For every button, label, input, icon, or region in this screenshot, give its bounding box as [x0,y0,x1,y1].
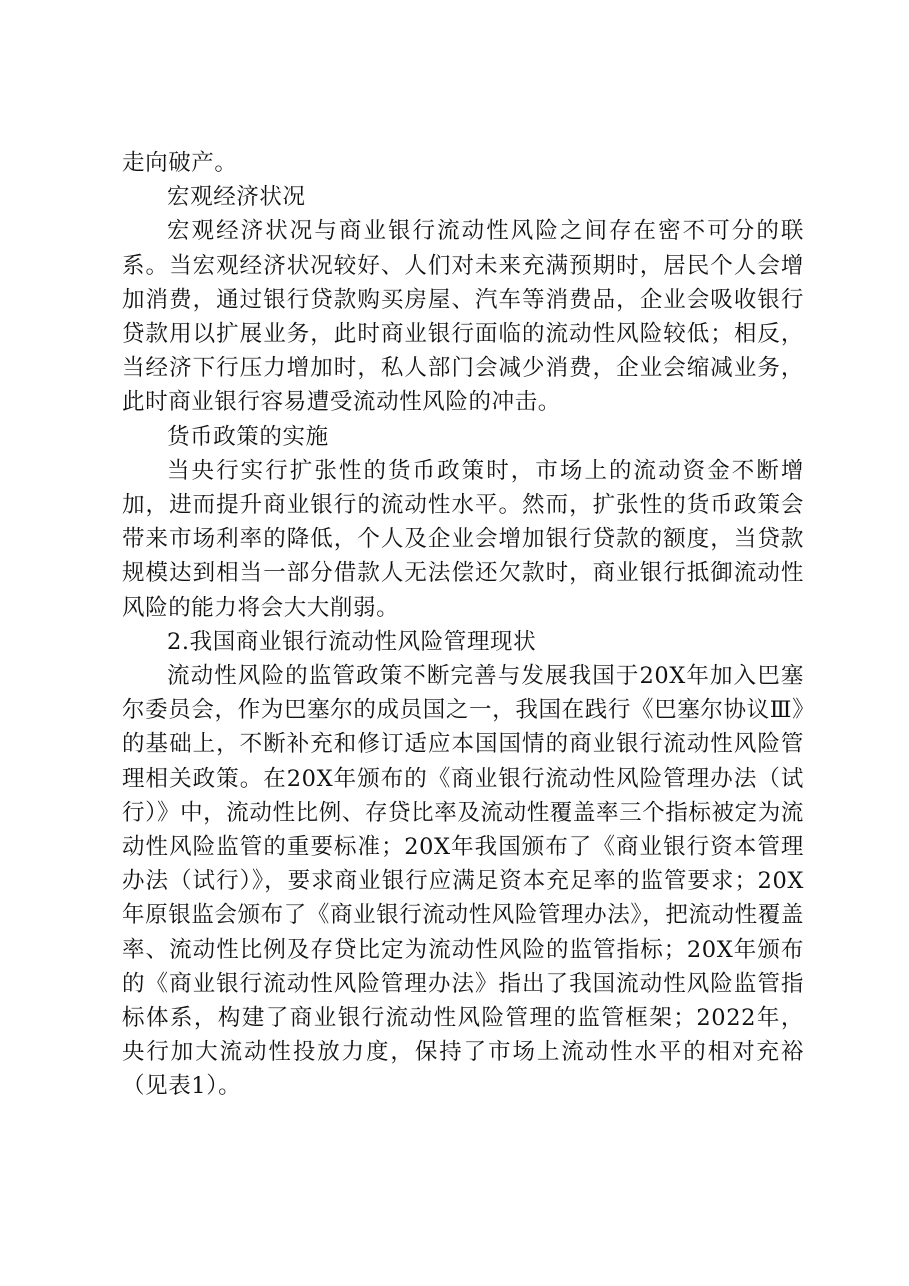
paragraph-regulatory-policy: 流动性风险的监管政策不断完善与发展我国于20X年加入巴塞尔委员会，作为巴塞尔的成员国之一，我国在践行《巴塞尔协议Ⅲ》的基础上，不断补充和修订适应本国国情的商业银行流动性风险管理相关政策。在20X年颁布的《商业银行流动性风险管理办法（试行）》中，流动性比例、存贷比率及流动性覆盖率三个指标被定为流动性风险监管的重要标准；20X年我国颁布了《商业银行资本管理办法（试行）》，要求商业银行应满足资本充足率的监管要求；20X年原银监会颁布了《商业银行流动性风险管理办法》，把流动性覆盖率、流动性比例及存贷比定为流动性风险的监管指标；20X年颁布的《商业银行流动性风险管理办法》指出了我国流动性风险监管指标体系，构建了商业银行流动性风险管理的监管框架；2022年，央行加大流动性投放力度，保持了市场上流动性水平的相对充裕（见表1）。 [122,663,804,1100]
paragraph-continuation: 走向破产。 [122,150,238,176]
section-heading-risk-management-status: 2.我国商业银行流动性风险管理现状 [167,628,537,655]
section-heading-monetary-policy: 货币政策的实施 [167,423,329,450]
document-body [122,146,804,1104]
paragraph-macro-economy: 宏观经济状况与商业银行流动性风险之间存在密不可分的联系。当宏观经济状况较好、人们对未来充满预期时，居民个人会增加消费，通过银行贷款购买房屋、汽车等消费品，企业会吸收银行贷款用以扩展业务，此时商业银行面临的流动性风险较低；相反，当经济下行压力增加时，私人部门会减少消费，企业会缩减业务，此时商业银行容易遭受流动性风险的冲击。 [122,218,804,416]
paragraph-monetary-policy: 当央行实行扩张性的货币政策时，市场上的流动资金不断增加，进而提升商业银行的流动性水平。然而，扩张性的货币政策会带来市场利率的降低，个人及企业会增加银行贷款的额度，当贷款规模达到相当一部分借款人无法偿还欠款时，商业银行抵御流动性风险的能力将会大大削弱。 [122,457,804,621]
section-heading-macro-economy: 宏观经济状况 [167,184,306,211]
